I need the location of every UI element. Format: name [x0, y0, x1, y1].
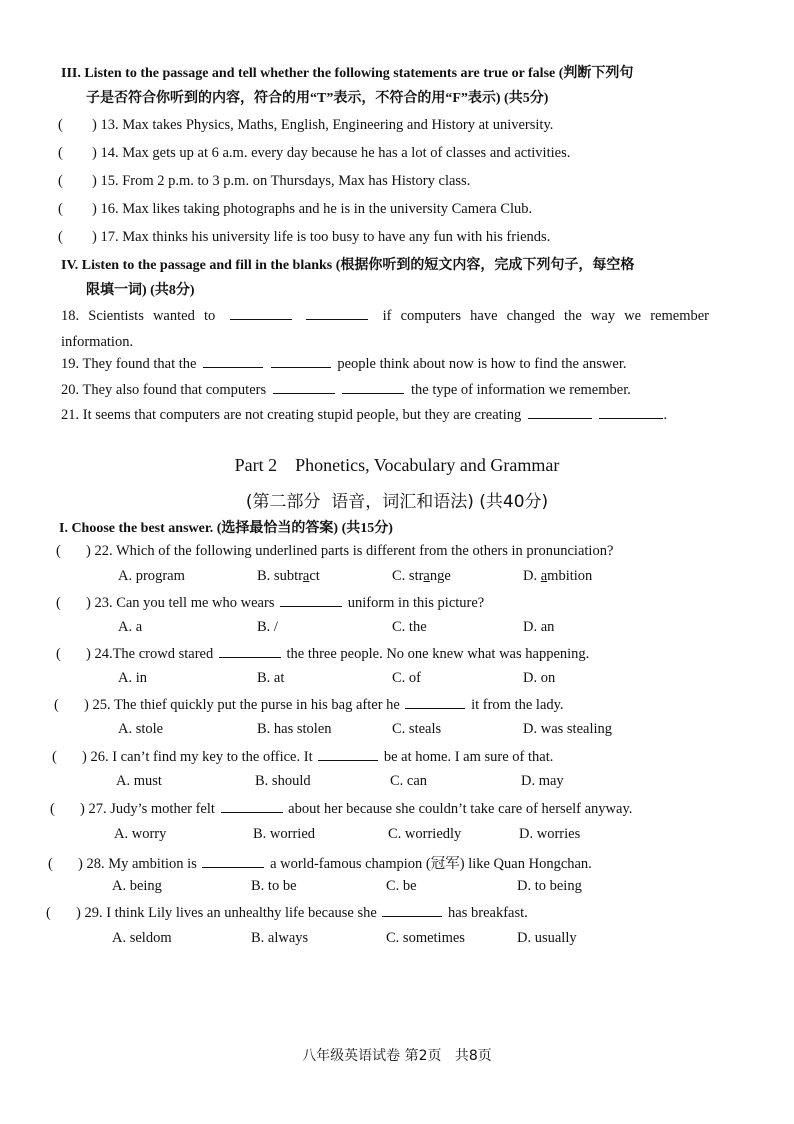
question-text: ) 28. My ambition is — [78, 856, 197, 872]
question-17 — [58, 229, 550, 246]
option-c[interactable]: C. be — [386, 878, 417, 894]
blank-field[interactable] — [273, 381, 335, 394]
option-a[interactable]: A. stole — [118, 721, 164, 737]
answer-paren[interactable]: ( — [56, 646, 61, 662]
option-b[interactable]: B. should — [255, 773, 311, 789]
blank-field[interactable] — [203, 355, 263, 368]
section-4-title-line1: IV. Listen to the passage and fill in the blanks (根据你听到的短文内容，完成下列句子，每空格 — [61, 258, 635, 273]
question-29 — [46, 904, 528, 922]
option-c[interactable]: C. the — [392, 619, 427, 635]
question-13 — [58, 117, 553, 134]
question-15 — [58, 173, 470, 190]
question-text: about her because she couldn’t take care of herself anyway. — [288, 801, 633, 817]
question-25 — [54, 696, 564, 714]
page-footer: 八年级英语试卷 第2页 共8页 — [302, 1048, 492, 1064]
question-text: the three people. No one knew what was happening. — [286, 646, 590, 662]
blank-field[interactable] — [528, 406, 592, 419]
question-28 — [48, 852, 592, 873]
question-18 — [61, 303, 709, 355]
blank-field[interactable] — [221, 800, 283, 813]
option-a[interactable]: A. seldom — [112, 930, 172, 946]
question-text: 18. Scientists wanted to — [61, 308, 216, 324]
question-text: ) 24.The crowd stared — [86, 646, 214, 662]
answer-paren[interactable]: ( — [56, 543, 61, 559]
question-text: ) 22. Which of the following underlined parts is different from the others in pronunciation? — [86, 543, 614, 559]
question-19 — [61, 355, 626, 373]
option-d[interactable]: D. may — [521, 773, 564, 789]
section-3-title-line2: 子是否符合你听到的内容，符合的用“T”表示，不符合的用“F”表示) (共5分) — [86, 91, 549, 106]
answer-paren[interactable]: ( — [58, 173, 63, 189]
blank-field[interactable] — [599, 406, 663, 419]
question-text: 21. It seems that computers are not creating stupid people, but they are creating — [61, 407, 522, 423]
question-text: 20. They also found that computers — [61, 382, 267, 398]
option-c[interactable]: C. strange — [392, 568, 451, 584]
question-text: ) 17. Max thinks his university life is too busy to have any fun with his friends. — [92, 229, 551, 245]
question-text: it from the lady. — [471, 697, 564, 713]
option-a[interactable]: A. must — [116, 773, 162, 789]
answer-paren[interactable]: ( — [50, 801, 55, 817]
part-2-subtitle: (第二部分 语音，词汇和语法) (共40分) — [245, 492, 549, 512]
blank-field[interactable] — [280, 594, 342, 607]
option-d[interactable]: D. was stealing — [523, 721, 612, 737]
option-c[interactable]: C. can — [390, 773, 428, 789]
answer-paren[interactable]: ( — [48, 856, 53, 872]
question-text: a world-famous champion (冠军) like Quan Hongchan. — [270, 856, 592, 872]
question-16 — [58, 201, 532, 218]
blank-field[interactable] — [318, 748, 378, 761]
part-2-title: Part 2 Phonetics, Vocabulary and Grammar — [234, 455, 560, 475]
option-a[interactable]: A. in — [118, 670, 147, 686]
option-b[interactable]: B. / — [257, 619, 278, 635]
question-text: uniform in this picture? — [347, 595, 485, 611]
option-b[interactable]: B. has stolen — [257, 721, 332, 737]
option-c[interactable]: C. worriedly — [388, 826, 462, 842]
option-d[interactable]: D. worries — [519, 826, 581, 842]
question-text: ) 14. Max gets up at 6 a.m. every day because he has a lot of classes and activities. — [92, 145, 571, 161]
blank-field[interactable] — [271, 355, 331, 368]
answer-paren[interactable]: ( — [52, 749, 57, 765]
option-b[interactable]: B. always — [251, 930, 309, 946]
option-c[interactable]: C. of — [392, 670, 421, 686]
blank-field[interactable] — [382, 904, 442, 917]
question-text: ) 13. Max takes Physics, Maths, English, Engineering and History at university. — [92, 117, 554, 133]
question-text: ) 15. From 2 p.m. to 3 p.m. on Thursdays, Max has History class. — [92, 173, 471, 189]
section-i-title: I. Choose the best answer. (选择最恰当的答案) (共15分) — [59, 521, 393, 536]
option-a[interactable]: A. program — [118, 568, 185, 584]
answer-paren[interactable]: ( — [54, 697, 59, 713]
option-d[interactable]: D. to being — [517, 878, 582, 894]
option-a[interactable]: A. worry — [114, 826, 167, 842]
option-b[interactable]: B. subtract — [257, 568, 320, 584]
question-14 — [58, 145, 570, 162]
question-text: ) 23. Can you tell me who wears — [86, 595, 275, 611]
section-3-title-line1: III. Listen to the passage and tell whether the following statements are true or false (判断下列句 — [61, 66, 634, 81]
question-text: if computers have changed the way we remember information. — [61, 308, 709, 350]
question-text: 19. They found that the — [61, 356, 197, 372]
question-text: . — [663, 407, 668, 423]
question-text: ) 25. The thief quickly put the purse in his bag after he — [84, 697, 400, 713]
answer-paren[interactable]: ( — [58, 201, 63, 217]
answer-paren[interactable]: ( — [58, 229, 63, 245]
option-b[interactable]: B. to be — [251, 878, 297, 894]
question-20 — [61, 381, 631, 399]
answer-paren[interactable]: ( — [56, 595, 61, 611]
blank-field[interactable] — [405, 696, 465, 709]
section-4-title-line2: 限填一词) (共8分) — [86, 283, 195, 298]
question-text: ) 16. Max likes taking photographs and he is in the university Camera Club. — [92, 201, 533, 217]
question-text: ) 27. Judy’s mother felt — [80, 801, 215, 817]
question-text: ) 26. I can’t find my key to the office. It — [82, 749, 313, 765]
option-d[interactable]: D. ambition — [523, 568, 593, 584]
option-d[interactable]: D. on — [523, 670, 556, 686]
answer-paren[interactable]: ( — [58, 145, 63, 161]
question-text: people think about now is how to find the answer. — [337, 356, 627, 372]
option-a[interactable]: A. a — [118, 619, 143, 635]
blank-field[interactable] — [219, 645, 281, 658]
blank-field[interactable] — [342, 381, 404, 394]
option-d[interactable]: D. an — [523, 619, 555, 635]
question-23 — [56, 594, 484, 612]
blank-field[interactable] — [306, 307, 368, 320]
question-text: be at home. I am sure of that. — [383, 749, 554, 765]
question-text: ) 29. I think Lily lives an unhealthy life because she — [76, 905, 377, 921]
option-d[interactable]: D. usually — [517, 930, 577, 946]
question-27 — [50, 800, 632, 818]
question-26 — [52, 748, 553, 766]
answer-paren[interactable]: ( — [46, 905, 51, 921]
question-24 — [56, 645, 589, 663]
option-c[interactable]: C. sometimes — [386, 930, 465, 946]
question-22 — [56, 543, 613, 560]
question-21 — [61, 406, 667, 424]
option-c[interactable]: C. steals — [392, 721, 442, 737]
blank-field[interactable] — [230, 307, 292, 320]
blank-field[interactable] — [202, 855, 264, 868]
option-a[interactable]: A. being — [112, 878, 162, 894]
answer-paren[interactable]: ( — [58, 117, 63, 133]
question-text: has breakfast. — [448, 905, 528, 921]
option-b[interactable]: B. at — [257, 670, 285, 686]
option-b[interactable]: B. worried — [253, 826, 316, 842]
question-text: the type of information we remember. — [411, 382, 631, 398]
